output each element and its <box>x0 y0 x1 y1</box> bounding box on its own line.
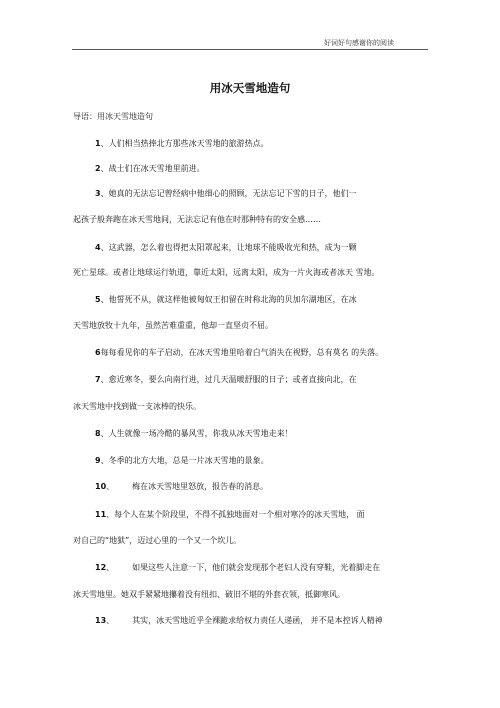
sentence-number: 9 <box>95 456 101 465</box>
sentence-separator: 、 <box>106 482 115 491</box>
sentence-separator: 、 <box>100 295 109 304</box>
sentence-text: 战士们在冰天雪地里前进。 <box>108 164 205 173</box>
sentence-text: 这武器，怎么着也得把太阳罩起来，让地球不能吸收光和热，成为一颗 <box>108 243 357 252</box>
header-note: 好词好句感谢你的阅读 <box>324 39 394 47</box>
sentence-number: 4 <box>95 243 101 252</box>
sentence-number: 10 <box>95 482 107 491</box>
sentence-number: 8 <box>95 429 101 438</box>
sentence-line <box>95 374 357 385</box>
sentence-line <box>95 347 383 358</box>
sentence-line <box>95 562 380 573</box>
document-intro: 导语：用冰天雪地造句 <box>73 112 153 121</box>
sentence-separator: 、 <box>100 164 109 173</box>
sentence-number: 7 <box>95 375 101 384</box>
sentence-line <box>95 615 383 626</box>
sentence-separator: 、 <box>100 189 109 198</box>
sentence-line <box>95 163 205 174</box>
sentence-text: 每个人在某个阶段里，不得不孤独地面对一个相对寒冷的冰天雪地， 面 <box>114 510 365 519</box>
sentence-number: 2 <box>95 164 101 173</box>
sentence-separator: 、 <box>100 429 109 438</box>
sentence-separator: 、 <box>100 375 109 384</box>
sentence-continuation: 天雪地放牧十九年，虽然苦难重重，他却一直坚贞不屈。 <box>73 321 273 330</box>
sentence-line <box>95 242 357 253</box>
sentence-continuation: 对自己的“地狱”，迈过心里的一个又一个坎儿。 <box>73 536 242 545</box>
sentence-number: 13 <box>95 616 107 625</box>
sentence-separator: 、 <box>100 139 109 148</box>
sentence-text: 他誓死不从，就这样他被匈奴王扣留在时称北海的贝加尔湖地区，在冰 <box>108 295 357 304</box>
sentence-separator: 、 <box>106 563 115 572</box>
sentence-text: 她真的无法忘记曾经病中他细心的照顾，无法忘记下雪的日子，他们一 <box>108 189 357 198</box>
sentence-separator: 、 <box>106 616 115 625</box>
sentence-number: 12 <box>95 563 107 572</box>
sentence-line <box>95 481 268 492</box>
sentence-continuation: 起孩子般奔跑在冰天雪地间，无法忘记有他在时那种特有的安全感…… <box>73 215 321 224</box>
sentence-number: 1 <box>95 139 101 148</box>
sentence-text: 如果这些人注意一下，他们就会发现那个老妇人没有穿鞋，光着脚走在 <box>132 563 381 572</box>
sentence-line <box>95 455 269 466</box>
sentence-number: 11 <box>95 510 107 519</box>
sentence-text: 每每看见你的车子启动，在冰天雪地里哈着白气消失在视野，总有莫名 的失落。 <box>100 348 384 357</box>
sentence-continuation: 冰天雪地中找到做一支冰棒的快乐。 <box>73 402 201 411</box>
sentence-text: 人生就像一场冷酷的暴风雪，你我从冰天雪地走来！ <box>108 429 293 438</box>
sentence-number: 5 <box>95 295 101 304</box>
sentence-text: 愈近寒冬，要么向南行进，过几天温暖舒服的日子；或者直接向北，在 <box>108 375 357 384</box>
sentence-separator: 、 <box>100 456 109 465</box>
sentence-separator: 、 <box>106 510 115 519</box>
sentence-line <box>95 428 293 439</box>
sentence-separator: 、 <box>100 243 109 252</box>
sentence-number: 3 <box>95 189 101 198</box>
sentence-continuation: 冰天雪地里。她双手紧紧地攥着没有纽扣、破旧不堪的外套衣领，抵御寒风。 <box>73 590 345 599</box>
document-title: 用冰天雪地造句 <box>209 81 291 95</box>
sentence-line <box>95 138 269 149</box>
sentence-text: 梅在冰天雪地里怒放，报告春的消息。 <box>132 482 269 491</box>
sentence-line <box>95 294 357 305</box>
sentence-line <box>95 509 365 520</box>
sentence-line <box>95 188 357 199</box>
sentence-number: 6 <box>95 348 101 357</box>
sentence-text: 人们相当热捧北方那些冰天雪地的旅游热点。 <box>108 139 269 148</box>
sentence-text: 冬季的北方大地，总是一片冰天雪地的景象。 <box>108 456 269 465</box>
sentence-continuation: 死亡星球。或者让地球运行轨道，靠近太阳，远离太阳，成为一片火海或者冰天 雪地。 <box>73 268 380 277</box>
sentence-text: 其实，冰天雪地近乎全裸跪求给权力责任人递函， 并不是本控诉人精神 <box>132 616 383 625</box>
header-divider <box>72 49 428 50</box>
